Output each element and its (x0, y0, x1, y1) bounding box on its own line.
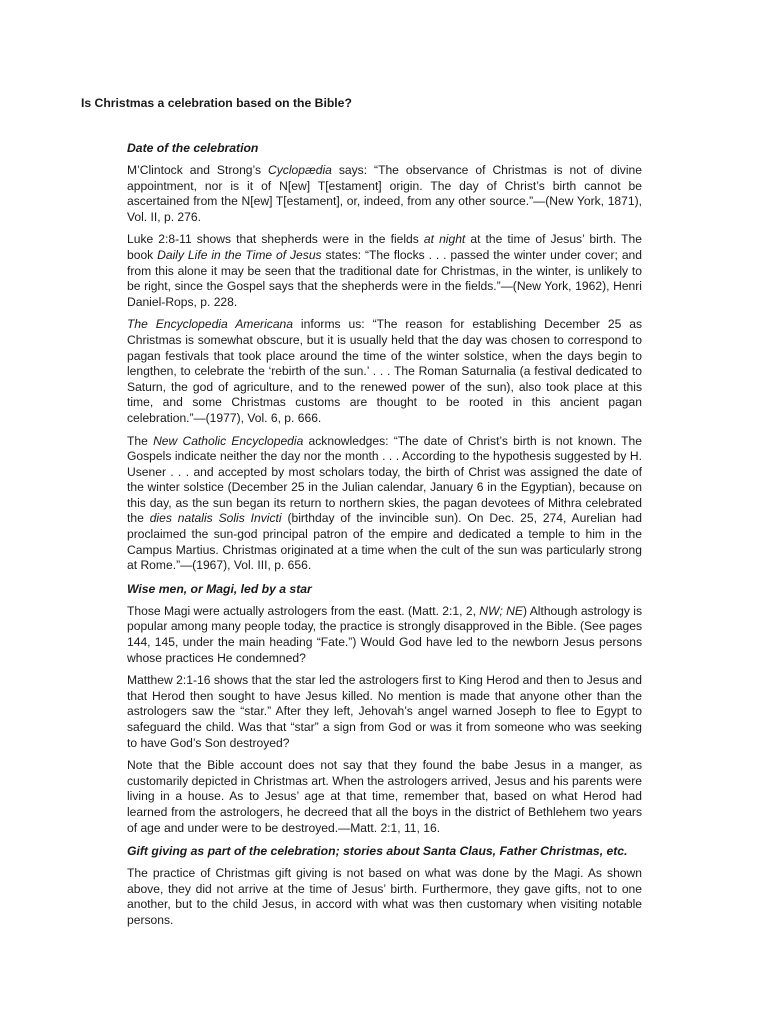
paragraph-text: M’Clintock and Strong’s (127, 163, 269, 177)
paragraph-text: informs us: “The reason for establishing December 25 as Christmas is somewhat obscure, but it is usually held that the day was chosen to correspond to pagan festivals that took place around the time of the winter solstice, when the days begin to lengthen, to celebrate the ‘rebirth of the sun.’ . . . The Roman Saturnalia (a festival dedicated to Saturn, the god of agriculture, and to the renewed power of the sun), also took place at this time, and some Christmas customs are thought to be rooted in this ancient pagan celebration.”—(1977), Vol. 6, p. 666. (127, 317, 642, 425)
italic-text: Daily Life in the Time of Jesus (157, 247, 322, 262)
italic-text: at night (423, 232, 466, 247)
italic-text: New Catholic Encyclopedia (153, 433, 304, 448)
section-heading: Date of the celebration (127, 141, 259, 155)
paragraph-text: states: “The flocks . . . passed the winter under cover; and from this alone it may be seen that the traditional date for Christmas, in the winter, is unlikely to be right, since the Gospel says that the shepherds were in the fields.”—(New York, 1962), Henri Daniel-Rops, p. 228. (127, 247, 642, 309)
paragraph-text: The (127, 433, 154, 448)
document-body (127, 140, 642, 936)
body-paragraph (127, 673, 642, 751)
document-title: Is Christmas a celebration based on the Bible? (81, 96, 352, 110)
paragraph-text: (birthday of the invincible sun). On Dec. 25, 274, Aurelian had proclaimed the sun-god principal patron of the empire and dedicated a temple to him in the Campus Martius. Christmas originated at a time when the cult of the sun was particularly strong at Rome.”—(1967), Vol. III, p. 656. (127, 511, 642, 573)
paragraph-text: The practice of Christmas gift giving is not based on what was done by the Magi. As shown above, they did not arrive at the time of Jesus’ birth. Furthermore, they gave gifts, not to one another, but to the child Jesus, in accord with what was then customary when visiting notable persons. (127, 866, 642, 927)
paragraph-text: Matthew 2:1-16 shows that the star led the astrologers first to King Herod and then to Jesus and that Herod then sought to have Jesus killed. No mention is made that anyone other than the astrologers saw the “star.” After they left, Jehovah’s angel warned Joseph to flee to Egypt to safeguard the child. Was that “star” a sign from God or was it from someone who was seeking to have God’s Son destroyed? (127, 673, 642, 750)
italic-text: The Encyclopedia Americana (127, 317, 293, 332)
body-paragraph (127, 434, 642, 574)
section-heading: Wise men, or Magi, led by a star (127, 581, 312, 596)
paragraph-text: Luke 2:8-11 shows that shepherds were in the fields (127, 232, 424, 247)
body-paragraph (127, 866, 642, 928)
body-paragraph (127, 604, 642, 666)
document-section (127, 581, 642, 836)
section-heading: Gift giving as part of the celebration; stories about Santa Claus, Father Christmas, etc. (127, 844, 628, 859)
body-paragraph (127, 317, 642, 426)
paragraph-text: Those Magi were actually astrologers from the east. (Matt. 2:1, 2, (127, 603, 480, 618)
body-paragraph (127, 232, 642, 310)
document-section (127, 843, 642, 928)
paragraph-text: Note that the Bible account does not say that they found the babe Jesus in a manger, as customarily depicted in Christmas art. When the astrologers arrived, Jesus and his parents were living in a house. As to Jesus’ age at that time, remember that, based on what Herod had learned from the astrologers, he decreed that all the boys in the district of Bethlehem two years of age and under were to be destroyed.—Matt. 2:1, 11, 16. (127, 758, 642, 835)
body-paragraph (127, 163, 642, 225)
italic-text: Cyclopædia (268, 163, 332, 177)
paragraph-text: says: “The observance of Christmas is not of divine appointment, nor is it of N[ew] T[estament] origin. The day of Christ’s birth cannot be ascertained from the N[ew] T[estament], or, indeed, from any other source.”—(New York, 1871), Vol. II, p. 276. (127, 163, 642, 224)
paragraph-text: acknowledges: “The date of Christ’s birth is not known. The Gospels indicate neither the day nor the month . . . According to the hypothesis suggested by H. Usener . . . and accepted by most scholars today, the birth of Christ was assigned the date of the winter solstice (December 25 in the Julian calendar, January 6 in the Egyptian), because on this day, as the sun began its return to northern skies, the pagan devotees of Mithra celebrated the (127, 433, 643, 526)
body-paragraph (127, 758, 642, 836)
italic-text: NW; NE (479, 603, 523, 618)
paragraph-text: ) Although astrology is popular among many people today, the practice is strongly disapproved in the Bible. (See pages 144, 145, under the main heading “Fate.”) Would God have led to the newborn Jesus persons whose practices He condemned? (127, 603, 642, 665)
italic-text: dies natalis Solis Invicti (149, 511, 282, 526)
document-section (127, 140, 642, 574)
paragraph-text: at the time of Jesus’ birth. The book (127, 232, 642, 262)
